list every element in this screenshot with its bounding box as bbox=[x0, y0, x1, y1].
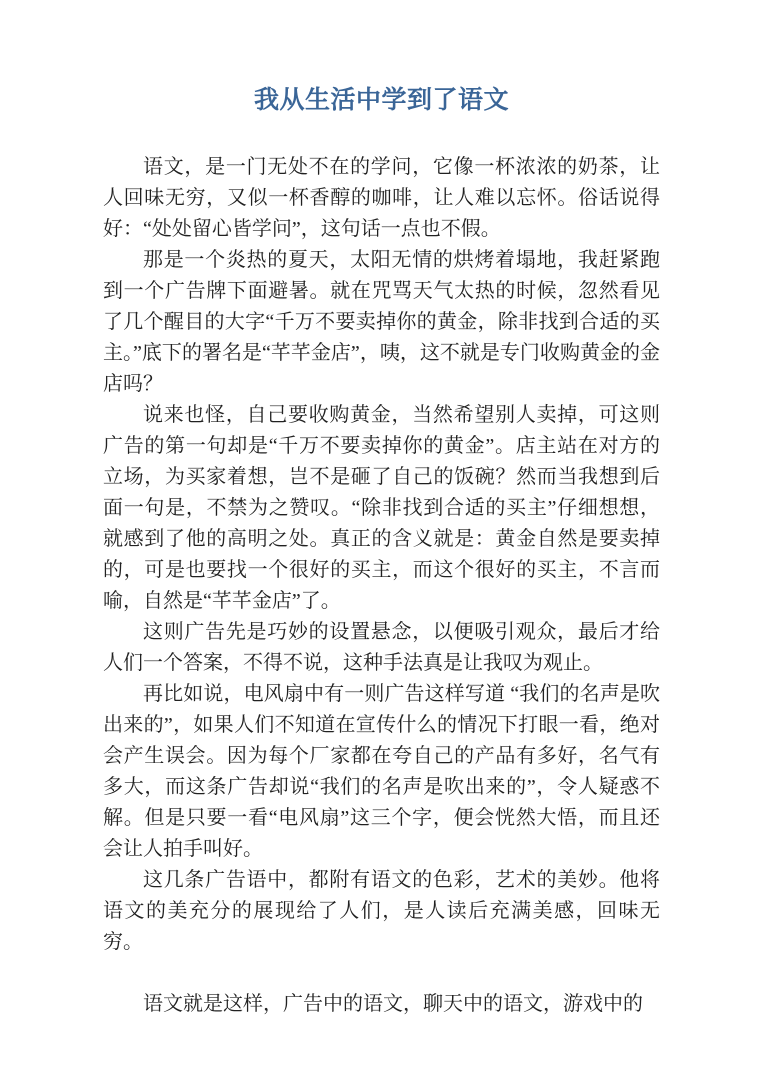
paragraph-gold-ad-story: 那是一个炎热的夏天，太阳无情的烘烤着塌地，我赶紧跑到一个广告牌下面避暑。就在咒骂天气太热的时候，忽然看见了几个醒目的大字“千万不要卖掉你的黄金，除非找到合适的买主。”底下的署名是“芊芊金店”，咦，这不就是专门收购黄金的金店吗？ bbox=[103, 249, 660, 395]
essay-body bbox=[103, 152, 660, 1020]
essay-title: 我从生活中学到了语文 bbox=[253, 86, 509, 114]
paragraph-suspense-comment: 这则广告先是巧妙的设置悬念，以便吸引观众，最后才给人们一个答案，不得不说，这种手法真是让我叹为观止。 bbox=[103, 621, 660, 674]
paragraph-summary: 这几条广告语中，都附有语文的色彩，艺术的美妙。他将语文的美充分的展现给了人们，是人读后充满美感，回味无穷。 bbox=[103, 869, 660, 953]
paragraph-intro: 语文，是一门无处不在的学问，它像一杯浓浓的奶茶，让人回味无穷，又似一杯香醇的咖啡，让人难以忘怀。俗话说得好：“处处留心皆学问”，这句话一点也不假。 bbox=[103, 156, 660, 240]
paragraph-blank-line bbox=[103, 958, 660, 989]
paragraph-closing-partial: 语文就是这样，广告中的语文，聊天中的语文，游戏中的 bbox=[143, 993, 643, 1015]
paragraph-fan-ad: 再比如说，电风扇中有一则广告这样写道 “我们的名声是吹出来的”，如果人们不知道在宣传什么的情况下打眼一看，绝对会产生误会。因为每个厂家都在夸自己的产品有多好，名气有多大，而这条广告却说“我们的名声是吹出来的”，令人疑惑不解。但是只要一看“电风扇”这三个字，便会恍然大悟，而且还会让人拍手叫好。 bbox=[103, 683, 660, 860]
paragraph-gold-ad-analysis: 说来也怪，自己要收购黄金，当然希望别人卖掉，可这则广告的第一句却是“千万不要卖掉你的黄金”。店主站在对方的立场，为买家着想，岂不是砸了自己的饭碗？然而当我想到后面一句是，不禁为之赞叹。“除非找到合适的买主”仔细想想，就感到了他的高明之处。真正的含义就是：黄金自然是要卖掉的，可是也要找一个很好的买主，而这个很好的买主，不言而喻，自然是“芊芊金店”了。 bbox=[103, 404, 660, 612]
